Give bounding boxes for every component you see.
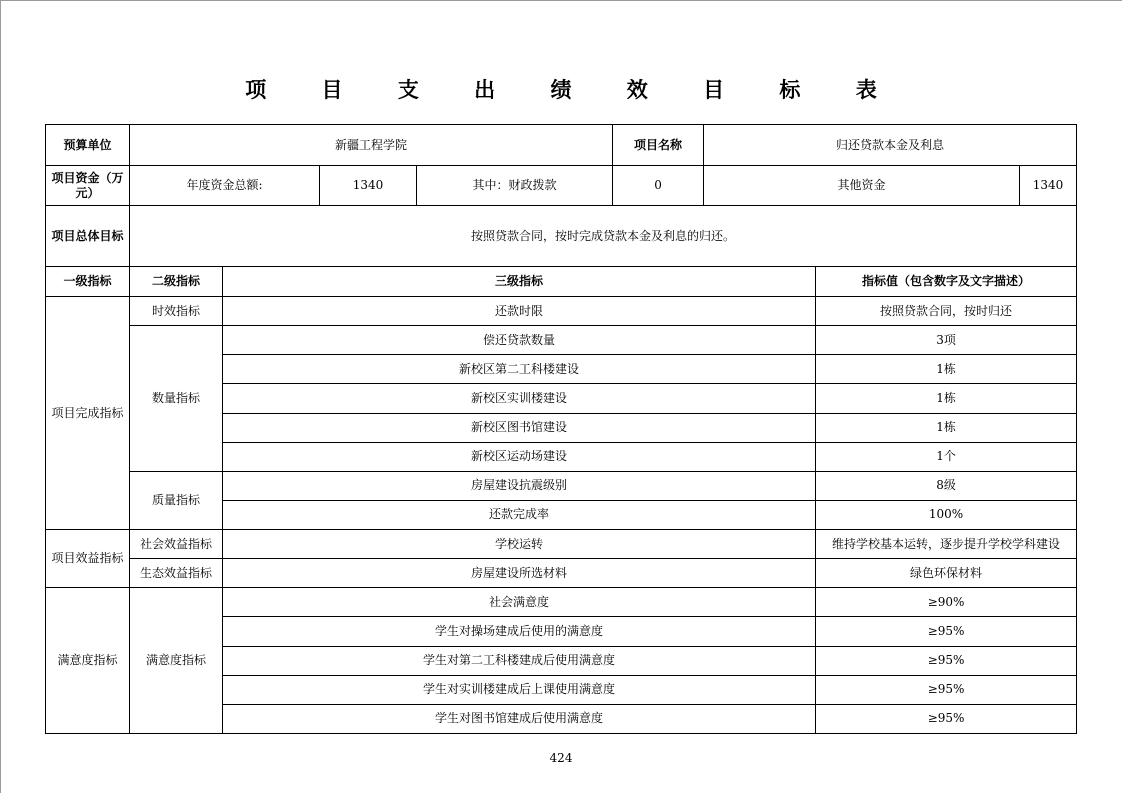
project-name-label: 项目名称 <box>613 125 704 166</box>
value-cell: 1个 <box>816 442 1077 471</box>
value-cell: ≥95% <box>816 646 1077 675</box>
value-cell: 100% <box>816 500 1077 529</box>
funds-label: 项目资金（万元） <box>46 166 130 206</box>
value-cell: ≥95% <box>816 617 1077 646</box>
page-title: 项 目 支 出 绩 效 目 标 表 <box>245 78 901 102</box>
performance-target-table <box>45 124 1077 734</box>
subgroup-timeliness: 时效指标 <box>130 297 223 326</box>
value-cell: 绿色环保材料 <box>816 559 1077 588</box>
table-row <box>46 471 1077 500</box>
value-cell: 1栋 <box>816 384 1077 413</box>
indicator-cell: 新校区第二工科楼建设 <box>223 355 816 384</box>
column-header-row <box>46 267 1077 297</box>
value-cell: 1栋 <box>816 413 1077 442</box>
value-cell: 1栋 <box>816 355 1077 384</box>
value-cell: 维持学校基本运转，逐步提升学校学科建设 <box>816 530 1077 559</box>
indicator-cell: 还款时限 <box>223 297 816 326</box>
funds-other-value: 1340 <box>1020 166 1077 206</box>
funds-total-label: 年度资金总额: <box>130 166 320 206</box>
funds-fiscal-value: 0 <box>613 166 704 206</box>
indicator-cell: 新校区实训楼建设 <box>223 384 816 413</box>
funds-other-label: 其他资金 <box>704 166 1020 206</box>
subgroup-quantity: 数量指标 <box>130 326 223 472</box>
page-left-edge <box>0 0 1 793</box>
indicator-cell: 学校运转 <box>223 530 816 559</box>
value-cell: 8级 <box>816 471 1077 500</box>
indicator-cell: 偿还贷款数量 <box>223 326 816 355</box>
subgroup-social: 社会效益指标 <box>130 530 223 559</box>
funds-fiscal-label: 其中：财政拨款 <box>417 166 613 206</box>
indicator-cell: 还款完成率 <box>223 500 816 529</box>
col-level1-header: 一级指标 <box>46 267 130 297</box>
budget-unit-row <box>46 125 1077 166</box>
col-level3-header: 三级指标 <box>223 267 816 297</box>
group-benefit: 项目效益指标 <box>46 530 130 588</box>
indicator-cell: 新校区运动场建设 <box>223 442 816 471</box>
value-cell: ≥95% <box>816 675 1077 704</box>
project-name-value: 归还贷款本金及利息 <box>704 125 1077 166</box>
indicator-cell: 新校区图书馆建设 <box>223 413 816 442</box>
budget-unit-label: 预算单位 <box>46 125 130 166</box>
funds-row <box>46 166 1077 206</box>
subgroup-quality: 质量指标 <box>130 471 223 529</box>
value-cell: ≥95% <box>816 704 1077 733</box>
indicator-cell: 房屋建设抗震级别 <box>223 471 816 500</box>
goal-text: 按照贷款合同，按时完成贷款本金及利息的归还。 <box>130 206 1077 267</box>
page-top-edge <box>0 0 1122 1</box>
budget-unit-value: 新疆工程学院 <box>130 125 613 166</box>
value-cell: 按照贷款合同，按时归还 <box>816 297 1077 326</box>
col-value-header: 指标值（包含数字及文字描述） <box>816 267 1077 297</box>
value-cell: ≥90% <box>816 588 1077 617</box>
col-level2-header: 二级指标 <box>130 267 223 297</box>
subgroup-ecological: 生态效益指标 <box>130 559 223 588</box>
table-row <box>46 326 1077 355</box>
indicator-cell: 学生对第二工科楼建成后使用满意度 <box>223 646 816 675</box>
indicator-cell: 社会满意度 <box>223 588 816 617</box>
indicator-cell: 学生对操场建成后使用的满意度 <box>223 617 816 646</box>
goal-row <box>46 206 1077 267</box>
goal-label: 项目总体目标 <box>46 206 130 267</box>
group-completion: 项目完成指标 <box>46 297 130 530</box>
table-row <box>46 588 1077 617</box>
value-cell: 3项 <box>816 326 1077 355</box>
page-number: 424 <box>549 751 573 765</box>
indicator-cell: 学生对图书馆建成后使用满意度 <box>223 704 816 733</box>
indicator-cell: 房屋建设所选材料 <box>223 559 816 588</box>
subgroup-satisfaction: 满意度指标 <box>130 588 223 734</box>
table-row <box>46 297 1077 326</box>
indicator-cell: 学生对实训楼建成后上课使用满意度 <box>223 675 816 704</box>
funds-total-value: 1340 <box>320 166 417 206</box>
table-row <box>46 530 1077 559</box>
group-satisfaction: 满意度指标 <box>46 588 130 734</box>
table-row <box>46 559 1077 588</box>
